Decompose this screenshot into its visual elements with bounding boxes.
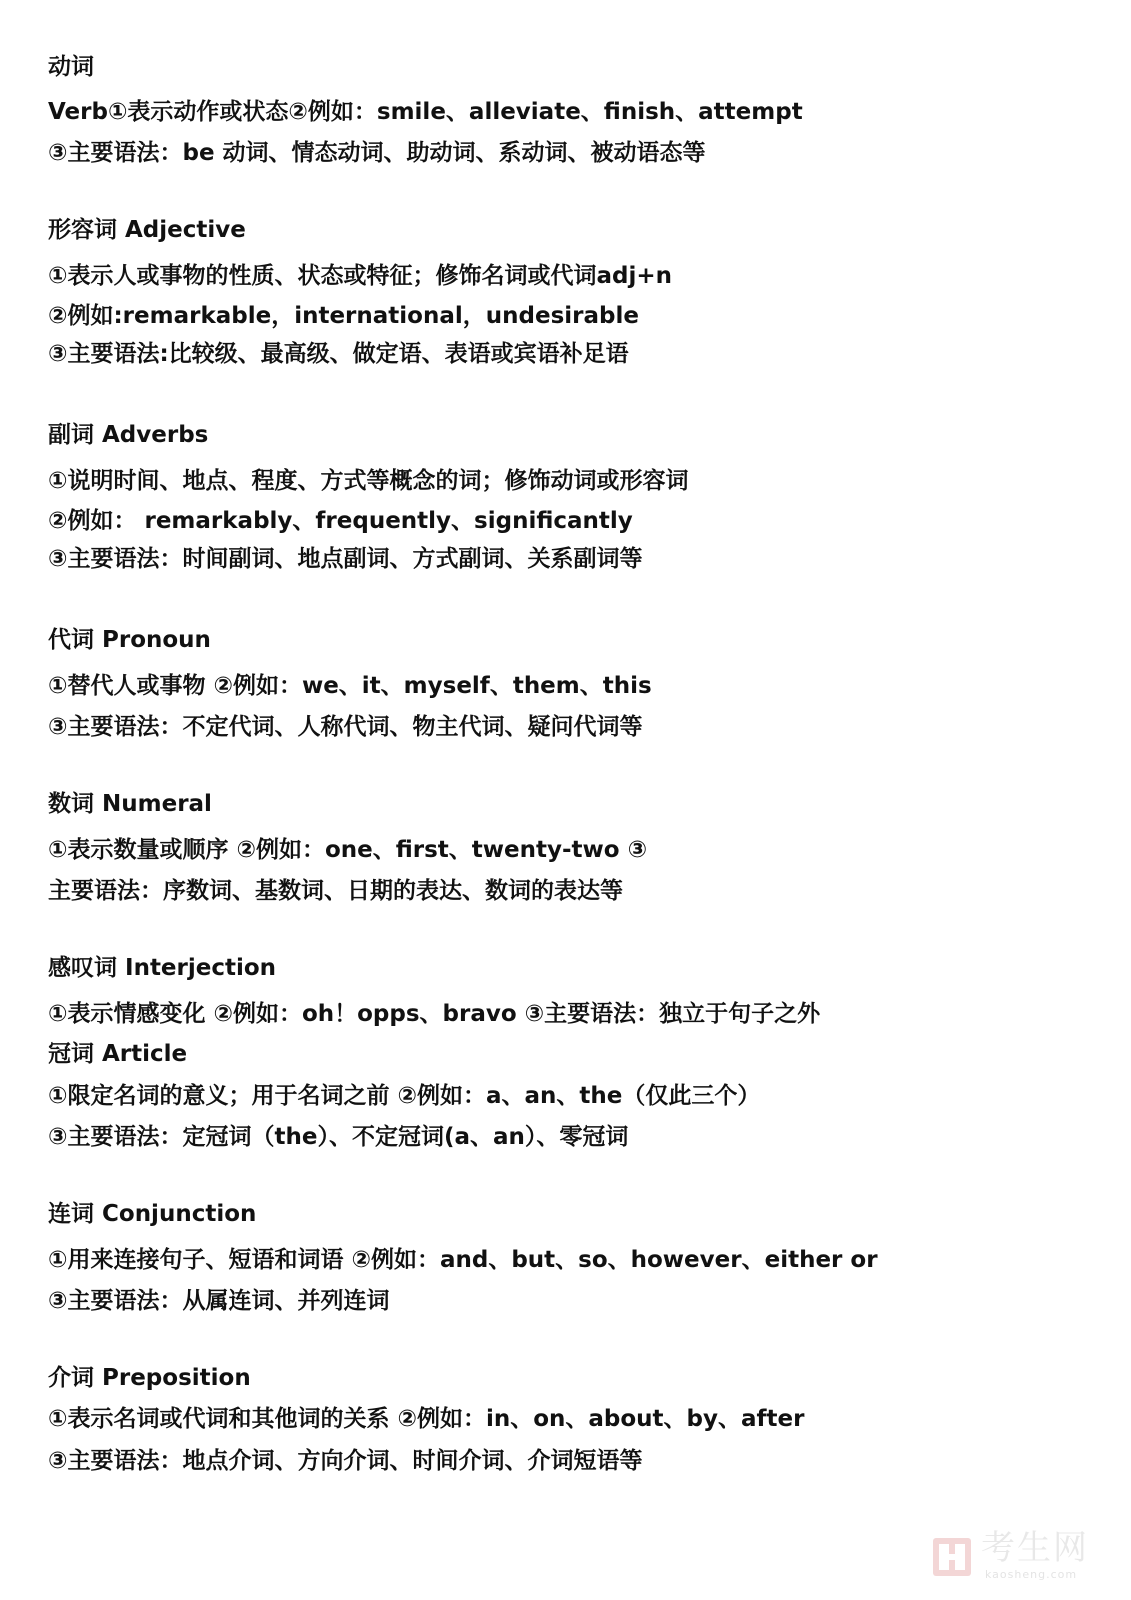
adverb-line-2: ②例如： remarkably、frequently、significantly xyxy=(48,508,633,534)
adjective-line-1: ①表示人或事物的性质、状态或特征；修饰名词或代词adj+n xyxy=(48,263,672,289)
watermark-text: 考生网 xyxy=(981,1528,1089,1568)
adjective-heading: 形容词 Adjective xyxy=(48,217,246,243)
conjunction-heading: 连词 Conjunction xyxy=(48,1201,257,1227)
article-heading: 冠词 Article xyxy=(48,1041,188,1067)
adverb-line-3: ③主要语法：时间副词、地点副词、方式副词、关系副词等 xyxy=(48,546,643,572)
preposition-line-2: ③主要语法：地点介词、方向介词、时间介词、介词短语等 xyxy=(48,1448,643,1474)
verb-heading: 动词 xyxy=(48,54,94,80)
adverb-line-1: ①说明时间、地点、程度、方式等概念的词；修饰动词或形容词 xyxy=(48,468,689,494)
pronoun-line-1: ①替代人或事物 ②例如：we、it、myself、them、this xyxy=(48,673,652,699)
article-line-1: ①限定名词的意义；用于名词之前 ②例如：a、an、the（仅此三个） xyxy=(48,1083,761,1109)
pronoun-heading: 代词 Pronoun xyxy=(48,627,211,653)
adjective-line-3: ③主要语法:比较级、最高级、做定语、表语或宾语补足语 xyxy=(48,341,629,367)
watermark-logo-icon xyxy=(931,1536,973,1578)
watermark xyxy=(931,1528,1111,1588)
adverb-heading: 副词 Adverbs xyxy=(48,422,209,448)
numeral-heading: 数词 Numeral xyxy=(48,791,212,817)
numeral-line-1: ①表示数量或顺序 ②例如：one、first、twenty-two ③ xyxy=(48,837,648,863)
conjunction-line-1: ①用来连接句子、短语和词语 ②例如：and、but、so、however、either or xyxy=(48,1247,878,1273)
adjective-line-2: ②例如:remarkable，international，undesirable xyxy=(48,303,639,329)
verb-line-2: ③主要语法：be 动词、情态动词、助动词、系动词、被动语态等 xyxy=(48,140,706,166)
watermark-subtext: kaosheng.com xyxy=(985,1568,1078,1581)
pronoun-line-2: ③主要语法：不定代词、人称代词、物主代词、疑问代词等 xyxy=(48,714,643,740)
conjunction-line-2: ③主要语法：从属连词、并列连词 xyxy=(48,1288,390,1314)
preposition-line-1: ①表示名词或代词和其他词的关系 ②例如：in、on、about、by、after xyxy=(48,1406,805,1432)
numeral-line-2: 主要语法：序数词、基数词、日期的表达、数词的表达等 xyxy=(48,878,623,904)
verb-line-1: Verb①表示动作或状态②例如：smile、alleviate、finish、attempt xyxy=(48,99,803,125)
interjection-line-1: ①表示情感变化 ②例如：oh！opps、bravo ③主要语法：独立于句子之外 xyxy=(48,1001,821,1027)
interjection-heading: 感叹词 Interjection xyxy=(48,955,277,981)
preposition-heading: 介词 Preposition xyxy=(48,1365,251,1391)
article-line-2: ③主要语法：定冠词（the）、不定冠词(a、an）、零冠词 xyxy=(48,1124,629,1150)
